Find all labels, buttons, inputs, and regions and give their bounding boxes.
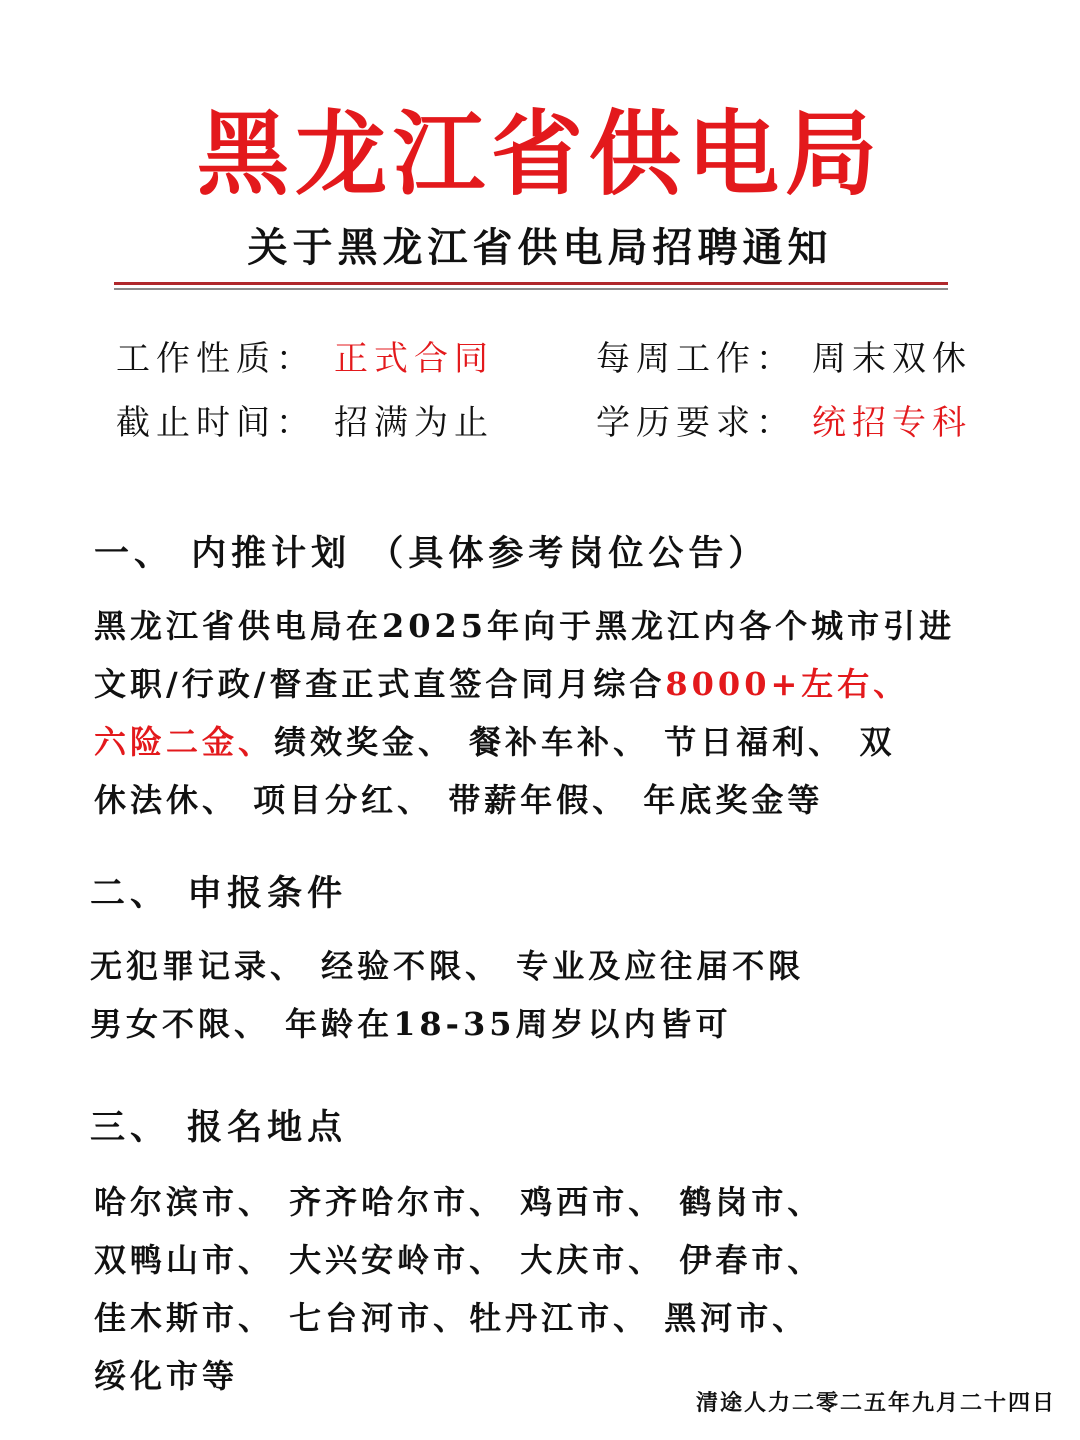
referral-text-line: 休法休、 项目分红、 带薪年假、 年底奖金等 bbox=[94, 781, 824, 819]
deadline-label: 截止时间： bbox=[116, 403, 316, 443]
referral-positions-text: 文职/行政/督查正式直签合同月综合 bbox=[94, 665, 666, 703]
referral-text-line bbox=[94, 723, 896, 761]
requirements-line: 男女不限、 年龄在18-35周岁以内皆可 bbox=[90, 1005, 732, 1043]
insurance-highlight: 六险二金、 bbox=[94, 723, 275, 761]
section-referral-plan-heading: 一、 内推计划 （具体参考岗位公告） bbox=[94, 533, 769, 574]
education-label: 学历要求： bbox=[596, 403, 796, 443]
requirements-line: 无犯罪记录、 经验不限、 专业及应往届不限 bbox=[90, 947, 805, 985]
section-requirements-heading: 二、 申报条件 bbox=[90, 873, 348, 914]
referral-text-line bbox=[94, 665, 910, 703]
locations-line: 哈尔滨市、 齐齐哈尔市、 鸡西市、 鹤岗市、 bbox=[94, 1183, 824, 1221]
page-subtitle: 关于黑龙江省供电局招聘通知 bbox=[247, 224, 833, 271]
salary-highlight: 8000+左右、 bbox=[665, 665, 910, 703]
section-locations-heading: 三、 报名地点 bbox=[90, 1107, 348, 1148]
benefits-text: 绩效奖金、 餐补车补、 节日福利、 双 bbox=[274, 723, 896, 761]
deadline-value: 招满为止 bbox=[334, 403, 494, 443]
title-divider bbox=[114, 282, 948, 285]
title-divider-secondary bbox=[114, 288, 948, 290]
referral-text-line: 黑龙江省供电局在2025年向于黑龙江内各个城市引进 bbox=[94, 607, 956, 645]
education-value: 统招专科 bbox=[812, 403, 972, 443]
locations-line: 双鸭山市、 大兴安岭市、 大庆市、 伊春市、 bbox=[94, 1241, 824, 1279]
job-nature-label: 工作性质： bbox=[116, 339, 316, 379]
locations-line: 佳木斯市、 七台河市、牡丹江市、 黑河市、 bbox=[94, 1299, 809, 1337]
weekly-work-value: 周末双休 bbox=[812, 339, 972, 379]
weekly-work-label: 每周工作： bbox=[596, 339, 796, 379]
locations-line: 绥化市等 bbox=[94, 1357, 239, 1395]
page-title: 黑龙江省供电局 bbox=[196, 100, 883, 208]
footer-signature: 清途人力二零二五年九月二十四日 bbox=[695, 1390, 1056, 1416]
job-nature-value: 正式合同 bbox=[334, 339, 494, 379]
